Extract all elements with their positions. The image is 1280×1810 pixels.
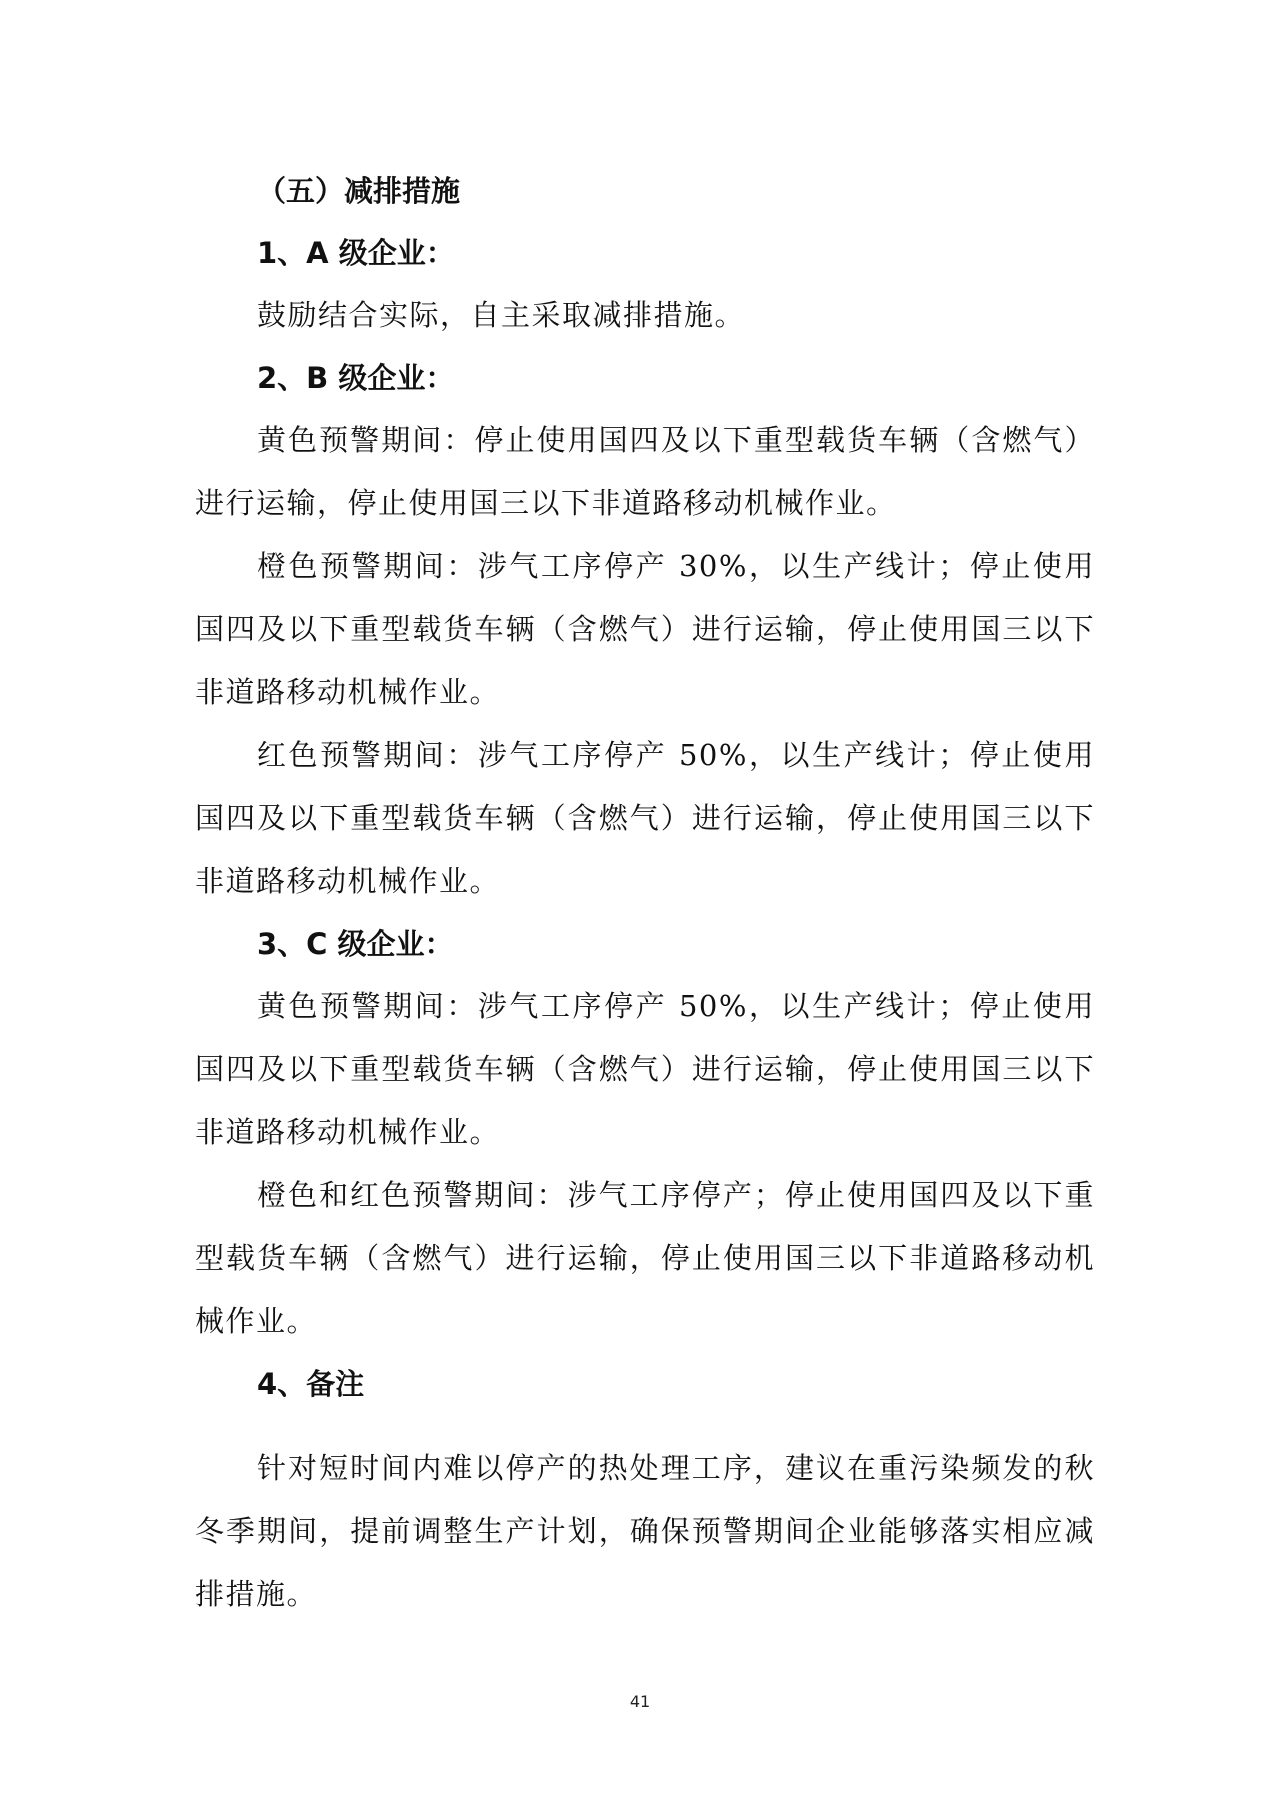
section-title: （五）减排措施 [257, 174, 461, 208]
grade-b-red-paragraph: 红色预警期间：涉气工序停产 50%，以生产线计；停止使用国四及以下重型载货车辆（含燃气）进行运输，停止使用国三以下非道路移动机械作业。 [195, 738, 1095, 898]
document-body [195, 160, 1095, 1626]
page-number: 41 [629, 1692, 651, 1711]
notes-heading: 4、备注 [257, 1367, 365, 1401]
grade-c-yellow-paragraph: 黄色预警期间：涉气工序停产 50%，以生产线计；停止使用国四及以下重型载货车辆（含燃气）进行运输，停止使用国三以下非道路移动机械作业。 [195, 989, 1095, 1149]
grade-b-heading: 2、B 级企业： [257, 361, 455, 395]
grade-b-orange-paragraph: 橙色预警期间：涉气工序停产 30%，以生产线计；停止使用国四及以下重型载货车辆（含燃气）进行运输，停止使用国三以下非道路移动机械作业。 [195, 549, 1095, 709]
grade-b-yellow-paragraph: 黄色预警期间：停止使用国四及以下重型载货车辆（含燃气）进行运输，停止使用国三以下非道路移动机械作业。 [195, 423, 1095, 520]
grade-c-orange-red-paragraph: 橙色和红色预警期间：涉气工序停产；停止使用国四及以下重型载货车辆（含燃气）进行运输，停止使用国三以下非道路移动机械作业。 [195, 1178, 1095, 1338]
grade-a-heading: 1、A 级企业： [257, 236, 455, 270]
grade-c-heading: 3、C 级企业： [257, 927, 454, 961]
notes-paragraph: 针对短时间内难以停产的热处理工序，建议在重污染频发的秋冬季期间，提前调整生产计划，确保预警期间企业能够落实相应减排措施。 [195, 1451, 1095, 1611]
spacer [195, 1415, 1095, 1437]
grade-a-paragraph: 鼓励结合实际，自主采取减排措施。 [257, 298, 746, 332]
